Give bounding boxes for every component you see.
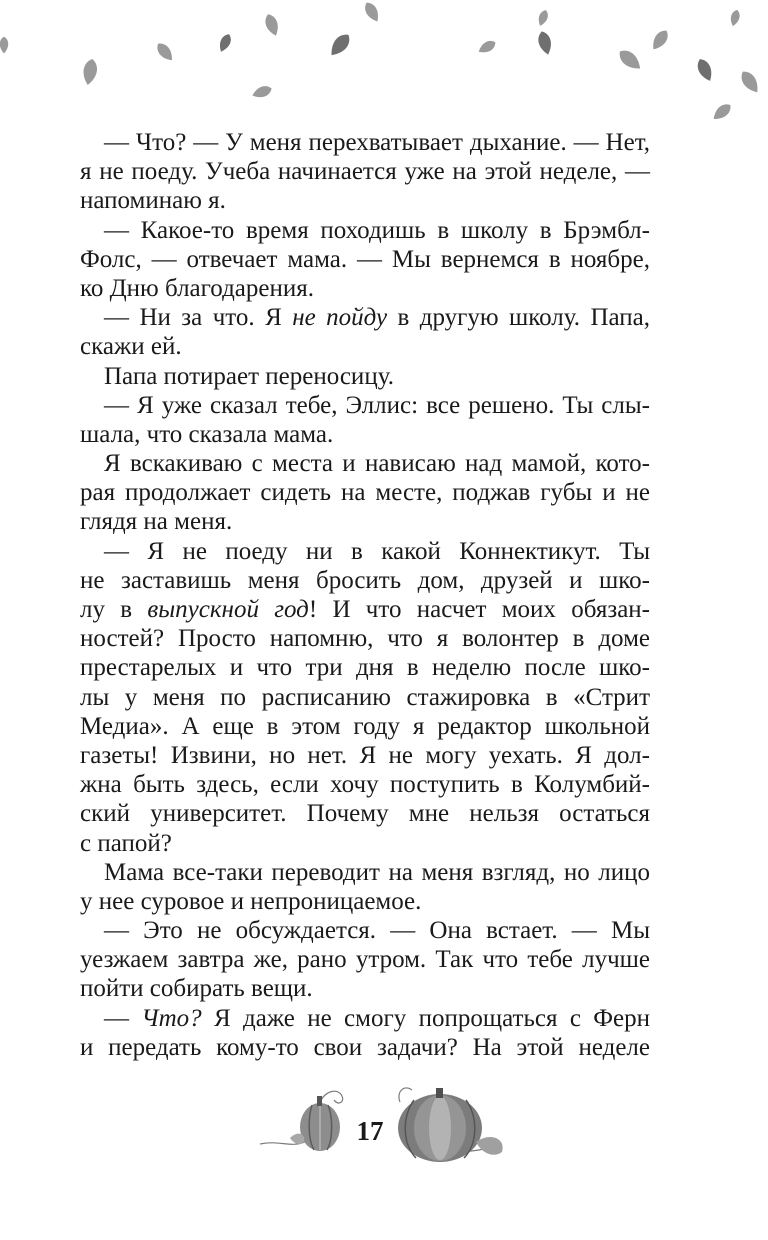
chapter-text: [80, 128, 650, 1062]
text-line: Фолс, — отвечает мама. — Мы вернемся в ноябре,: [80, 245, 650, 273]
text-line: уезжаем завтра же, рано утром. Так что тебе лучше: [80, 946, 650, 974]
paragraph: [80, 858, 650, 916]
text-line: [104, 303, 650, 332]
emphasis: Что?: [141, 1004, 202, 1032]
pumpkins-illustration: [250, 1072, 530, 1182]
leaf-icon: [536, 30, 554, 56]
leaf-icon: [326, 31, 353, 60]
text-run: Я даже не смогу попрощаться с Ферн: [201, 1004, 650, 1032]
leaf-icon: [694, 57, 715, 84]
leaf-icon: [263, 12, 282, 37]
paragraph: [80, 537, 650, 858]
text-line: Папа потирает переносицу.: [104, 362, 394, 390]
text-line: газеты! Извини, но нет. Я не могу уехать. Я дол-: [80, 741, 650, 769]
text-line: [104, 1004, 650, 1033]
text-line: престарелых и что три дня в неделю после шко-: [80, 654, 650, 682]
large-pumpkin-icon: [398, 1088, 503, 1162]
text-line: и передать кому-то свои задачи? На этой неделе: [80, 1033, 650, 1061]
text-line: глядя на меня.: [80, 508, 233, 536]
text-run: в другую школу. Папа,: [387, 304, 650, 332]
emphasis: выпускной год: [147, 596, 309, 623]
leaf-icon: [81, 58, 99, 86]
text-line: ко Дню благодарения.: [80, 274, 314, 302]
text-line: Мама все-таки переводит на меня взгляд, но лицо: [104, 858, 650, 886]
text-line: с папой?: [80, 829, 172, 857]
leaf-icon: [738, 68, 763, 96]
text-line: лы у меня по расписанию стажировка в «Стрит: [80, 683, 650, 711]
leaf-icon: [710, 101, 734, 123]
leaf-icon: [616, 46, 645, 73]
text-line: ностей? Просто напомню, что я волонтер в доме: [80, 625, 650, 653]
paragraph: [104, 362, 650, 391]
text-line: шала, что сказала мама.: [80, 420, 334, 448]
text-line: [80, 595, 650, 624]
leaf-icon: [0, 37, 8, 54]
leaf-icon: [251, 84, 274, 101]
emphasis: не пойду: [292, 304, 388, 332]
leaf-icon: [217, 32, 234, 53]
leaf-icon: [476, 38, 497, 56]
paragraph: [80, 449, 650, 537]
leaf-icon: [154, 40, 176, 64]
text-run: —: [104, 1004, 142, 1032]
text-run: — Ни за что. Я: [104, 304, 293, 332]
falling-leaves-illustration: [0, 0, 768, 135]
leaf-icon: [729, 9, 741, 27]
text-line: не заставишь меня бросить дом, друзей и шко-: [80, 566, 650, 594]
paragraph: [80, 391, 650, 449]
text-run: лу в: [80, 596, 148, 623]
text-line: — Какое-то время походишь в школу в Брэмбл-: [104, 216, 650, 244]
paragraph: [80, 916, 650, 1004]
paragraph: [80, 128, 650, 216]
text-line: ский университет. Почему мне нельзя остаться: [80, 800, 650, 828]
leaf-icon: [536, 9, 550, 28]
leaf-icon: [649, 27, 671, 52]
text-line: у нее суровое и непроницаемое.: [80, 887, 422, 915]
text-line: жна быть здесь, если хочу поступить в Колумбий-: [80, 771, 650, 799]
page-number: 17: [356, 1116, 384, 1146]
text-line: — Я уже сказал тебе, Эллис: все решено. Ты слы-: [104, 391, 650, 419]
text-line: я не поеду. Учеба начинается уже на этой неделе, —: [80, 158, 650, 186]
text-line: скажи ей.: [80, 333, 182, 361]
text-line: пойти собирать вещи.: [80, 975, 313, 1003]
text-line: — Это не обсуждается. — Она встает. — Мы: [104, 917, 650, 945]
text-line: Я вскакиваю с места и нависаю над мамой, кото-: [104, 450, 650, 478]
paragraph: [80, 303, 650, 361]
text-line: напоминаю я.: [80, 187, 226, 215]
paragraph: [80, 1004, 650, 1062]
text-run: ! И что насчет моих обязан-: [308, 596, 650, 623]
paragraph: [80, 216, 650, 304]
leaf-icon: [362, 0, 382, 24]
text-line: Медиа». А еще в этом году я редактор школьной: [80, 712, 650, 740]
text-line: — Что? — У меня перехватывает дыхание. — Нет,: [104, 129, 650, 156]
text-line: рая продолжает сидеть на месте, поджав губы и не: [80, 479, 650, 507]
text-line: — Я не поеду ни в какой Коннектикут. Ты: [104, 537, 650, 565]
small-pumpkin-icon: [290, 1096, 340, 1151]
